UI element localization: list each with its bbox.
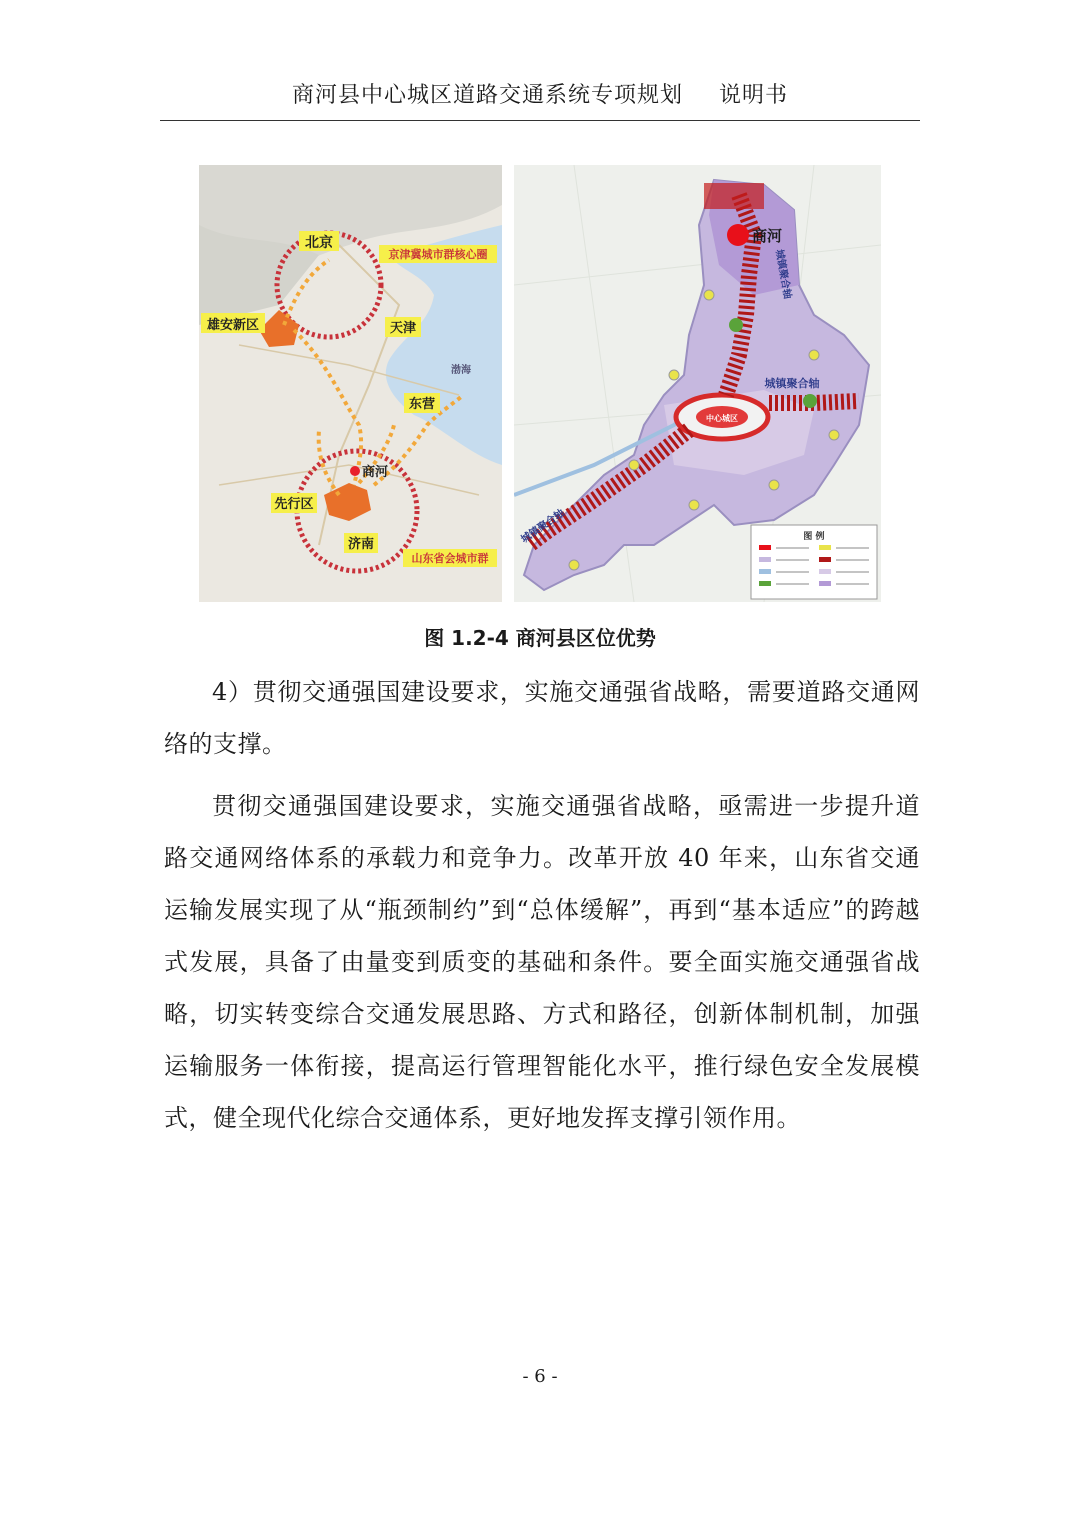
page-header (160, 74, 920, 121)
regional-location-map (199, 165, 502, 602)
regional-map-labels (199, 165, 502, 602)
label-shandong: 山东省会城市群 (411, 552, 489, 565)
paragraph-2: 贯彻交通强国建设要求，实施交通强省战略，亟需进一步提升道路交通网络体系的承载力和竞争力。改革开放 40 年来，山东省交通运输发展实现了从“瓶颈制约”到“总体缓解”，再到“基本适应”的跨越式发展，具备了由量变到质变的基础和条件。要全面实施交通强省战略，切实转变综合交通发展思路、方式和路径，创新体制机制，加强运输服务一体衔接，提高运行管理智能化水平，推行绿色安全发展模式，健全现代化综合交通体系，更好地发挥支撑引领作用。 (164, 792, 920, 1132)
label-dongying: 东营 (408, 397, 436, 412)
paragraph-1: 4）贯彻交通强国建设要求，实施交通强省战略，需要道路交通网络的支撑。 (164, 678, 920, 758)
county-map-labels (514, 165, 881, 602)
legend-title: 图 例 (803, 532, 825, 542)
label-center-city: 中心城区 (706, 414, 738, 423)
label-beijing: 北京 (305, 235, 333, 251)
header-subtitle: 说明书 (719, 83, 789, 108)
label-axis-southwest: 城镇聚合轴 (519, 507, 567, 546)
page-number: - 6 - (522, 1366, 558, 1387)
label-tianjin: 天津 (389, 321, 417, 336)
label-jinan: 济南 (347, 537, 375, 552)
label-xianxing: 先行区 (274, 497, 314, 512)
header-title: 商河县中心城区道路交通系统专项规划 (291, 83, 683, 108)
label-shanghe-county: 商河 (751, 227, 783, 245)
label-bohai: 渤海 (451, 365, 471, 376)
label-shanghe: 商河 (361, 465, 389, 480)
figure-caption: 图 1.2-4 商河县区位优势 (424, 626, 656, 650)
label-jingjinji: 京津冀城市群核心圈 (388, 248, 488, 261)
header-text (160, 78, 920, 109)
county-structure-map (514, 165, 881, 602)
label-xiongan: 雄安新区 (206, 318, 260, 333)
label-axis-north: 城镇聚合轴 (773, 248, 793, 300)
label-axis-east: 城镇聚合轴 (764, 377, 820, 390)
